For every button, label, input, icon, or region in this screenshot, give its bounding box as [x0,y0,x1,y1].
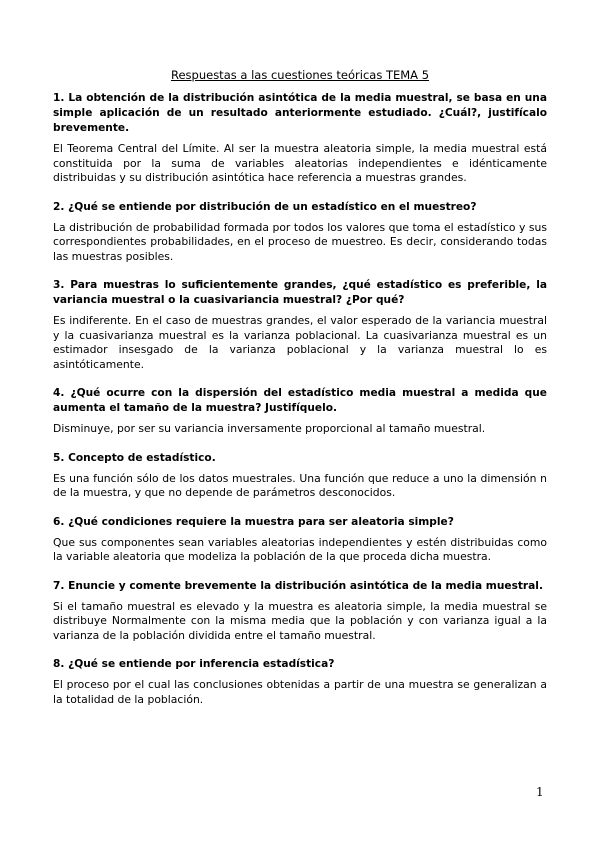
qa-item-1 [53,91,547,186]
answer-4: Disminuye, por ser su variancia inversamente proporcional al tamaño muestral. [53,422,486,435]
question-2: 2. ¿Qué se entiende por distribución de un estadístico en el muestreo? [53,200,477,213]
page-number: 1 [536,785,544,799]
question-8: 8. ¿Qué se entiende por inferencia estadística? [53,658,335,670]
qa-item-8 [53,657,547,707]
question-5: 5. Concepto de estadístico. [53,451,216,464]
qa-item-2 [53,200,547,265]
answer-8: El proceso por el cual las conclusiones obtenidas a partir de una muestra se generalizan a la totalidad de la población. [53,678,547,706]
qa-item-7 [53,579,547,644]
answer-3: Es indiferente. En el caso de muestras grandes, el valor esperado de la variancia muestral y la cuasivarianza muestral es la varianza poblacional. La cuasivarianza muestral es un estimador insesgado de la varianza poblacional y la varianza muestral lo es asintóticamente. [53,314,547,371]
answer-6: Que sus componentes sean variables aleatorias independientes y estén distribuidas como la variable aleatoria que modeliza la población de la que proceda dicha muestra. [53,535,547,563]
answer-7: Si el tamaño muestral es elevado y la muestra es aleatoria simple, la media muestral se distribuye Normalmente con la misma media que la población y con varianza igual a la varianza de la población dividida entre el tamaño muestral. [53,599,547,642]
document-title: Respuestas a las cuestiones teóricas TEMA 5 [170,68,430,82]
answer-5: Es una función sólo de los datos muestrales. Una función que reduce a uno la dimensión n de la muestra, y que no depende de parámetros desconocidos. [53,471,547,499]
qa-item-6 [53,515,547,565]
question-6: 6. ¿Qué condiciones requiere la muestra para ser aleatoria simple? [53,515,454,528]
question-4: 4. ¿Qué ocurre con la dispersión del estadístico media muestral a medida que aumenta el tamaño de la muestra? Justifíquelo. [53,387,547,414]
question-1: 1. La obtención de la distribución asintótica de la media muestral, se basa en una simple aplicación de un resultado anteriormente estudiado. ¿Cuál?, justifícalo brevemente. [53,92,547,134]
question-7: 7. Enuncie y comente brevemente la distribución asintótica de la media muestral. [53,579,543,592]
document-page [53,68,547,721]
answer-2: La distribución de probabilidad formada por todos los valores que toma el estadístico y sus correspondientes probabilidades, en el proceso de muestreo. Es decir, considerando todas las muestras posibles. [53,220,547,263]
qa-item-5 [53,451,547,501]
question-3: 3. Para muestras lo suficientemente grandes, ¿qué estadístico es preferible, la variancia muestral o la cuasivariancia muestral? ¿Por qué? [53,279,547,306]
qa-item-4 [53,386,547,437]
qa-item-3 [53,278,547,372]
answer-1: El Teorema Central del Límite. Al ser la muestra aleatoria simple, la media muestral está constituida por la suma de variables aleatorias independientes e idénticamente distribuidas y su distribución asintótica hace referencia a muestras grandes. [53,142,547,184]
